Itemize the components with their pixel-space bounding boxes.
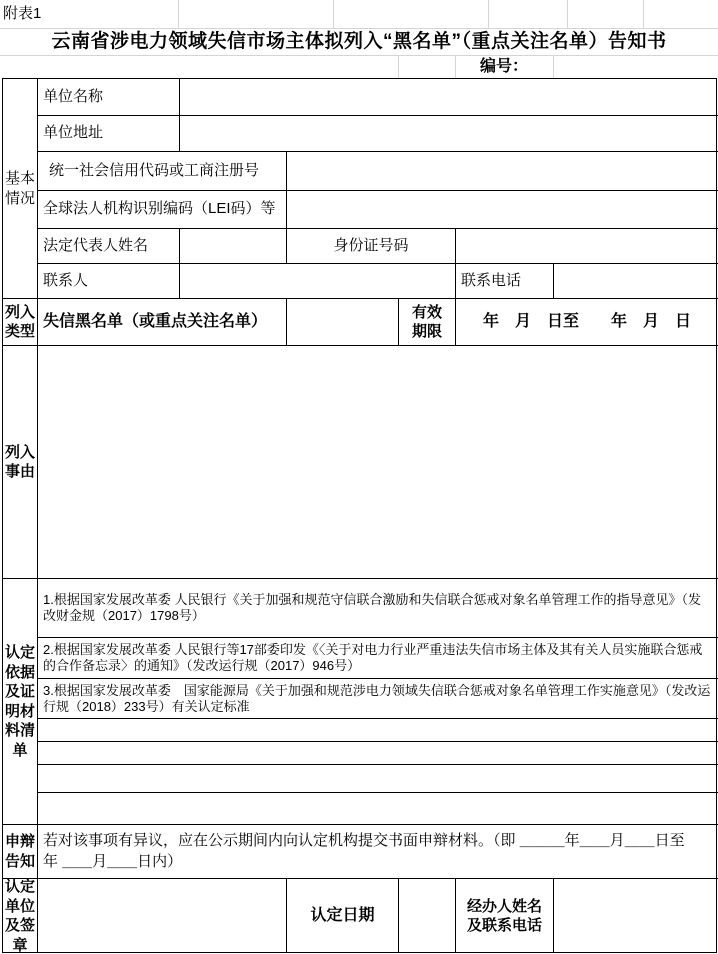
unit-address-label: 单位地址	[38, 116, 180, 152]
credit-code-label: 统一社会信用代码或工商注册号	[38, 152, 287, 191]
section-confirmation: 认定单位及签章	[3, 879, 38, 953]
validity-dates[interactable]: 年 月 日至 年 月 日	[456, 299, 718, 346]
basis-empty-row[interactable]	[38, 719, 718, 742]
unit-name-label: 单位名称	[38, 79, 180, 116]
credit-code-value-cell[interactable]	[287, 152, 718, 191]
contact-phone-value-cell[interactable]	[554, 264, 718, 299]
basis-item-2: 2.根据国家发展改革委 人民银行等17部委印发《〈关于对电力行业严重违法失信市场主体及其有关人员实施联合惩戒的合作备忘录〉的通知》（发改运行规（2017）946号）	[38, 638, 718, 679]
contact-person-label: 联系人	[38, 264, 180, 299]
id-number-value-cell[interactable]	[456, 229, 718, 264]
unit-name-value-cell[interactable]	[180, 79, 718, 116]
section-basis: 认定依据及证明材料清单	[3, 579, 38, 825]
basis-item-1: 1.根据国家发展改革委 人民银行《关于加强和规范守信联合激励和失信联合惩戒对象名单管理工作的指导意见》（发改财金规（2017）1798号）	[38, 579, 718, 638]
section-appeal: 申辩告知	[3, 825, 38, 879]
blacklist-label: 失信黑名单（或重点关注名单）	[38, 299, 287, 346]
gridline	[333, 0, 334, 28]
confirm-date-value-cell[interactable]	[399, 879, 456, 953]
gridline	[567, 0, 568, 28]
legal-rep-label: 法定代表人姓名	[38, 229, 180, 264]
appeal-text-line1: 若对该事项有异议，应在公示期间内向认定机构提交书面申辩材料。（即 ＿＿＿年＿＿月＿＿日至	[43, 832, 685, 850]
form-table	[2, 78, 717, 953]
lei-code-value-cell[interactable]	[287, 191, 718, 229]
contact-phone-label: 联系电话	[456, 264, 554, 299]
listing-reason-value-cell[interactable]	[38, 346, 718, 579]
gridline	[488, 0, 489, 28]
basis-empty-row[interactable]	[38, 793, 718, 825]
handler-value-cell[interactable]	[554, 879, 718, 953]
section-listing-type: 列入类型	[3, 299, 38, 346]
basis-empty-row[interactable]	[38, 742, 718, 765]
basis-item-3: 3.根据国家发展改革委 国家能源局《关于加强和规范涉电力领域失信联合惩戒对象名单管理工作实施意见》（发改运行规（2018）233号）有关认定标准	[38, 679, 718, 719]
section-basic-info: 基本情况	[3, 79, 38, 299]
gridline	[398, 55, 399, 78]
validity-label: 有效期限	[399, 299, 456, 346]
unit-address-value-cell[interactable]	[180, 116, 718, 152]
appeal-text-line2: 年 ＿＿月＿＿日内）	[43, 852, 183, 870]
handler-label: 经办人姓名及联系电话	[456, 879, 554, 953]
section-listing-reason: 列入事由	[3, 346, 38, 579]
basis-empty-row[interactable]	[38, 765, 718, 793]
contact-person-value-cell[interactable]	[180, 264, 456, 299]
blacklist-value-cell[interactable]	[287, 299, 399, 346]
confirm-date-label: 认定日期	[287, 879, 399, 953]
legal-rep-value-cell[interactable]	[180, 229, 287, 264]
gridline	[643, 0, 644, 28]
number-value-cell[interactable]	[553, 55, 718, 78]
gridline	[178, 0, 179, 28]
lei-code-label: 全球法人机构识别编码（LEI码）等	[38, 191, 287, 229]
attachment-label: 附表1	[3, 5, 42, 22]
confirm-unit-seal-cell[interactable]	[38, 879, 287, 953]
appeal-text	[38, 825, 718, 879]
page-title: 云南省涉电力领域失信市场主体拟列入“黑名单”（重点关注名单）告知书	[51, 31, 667, 52]
id-number-label: 身份证号码	[287, 229, 456, 264]
number-label: 编号：	[479, 58, 528, 75]
